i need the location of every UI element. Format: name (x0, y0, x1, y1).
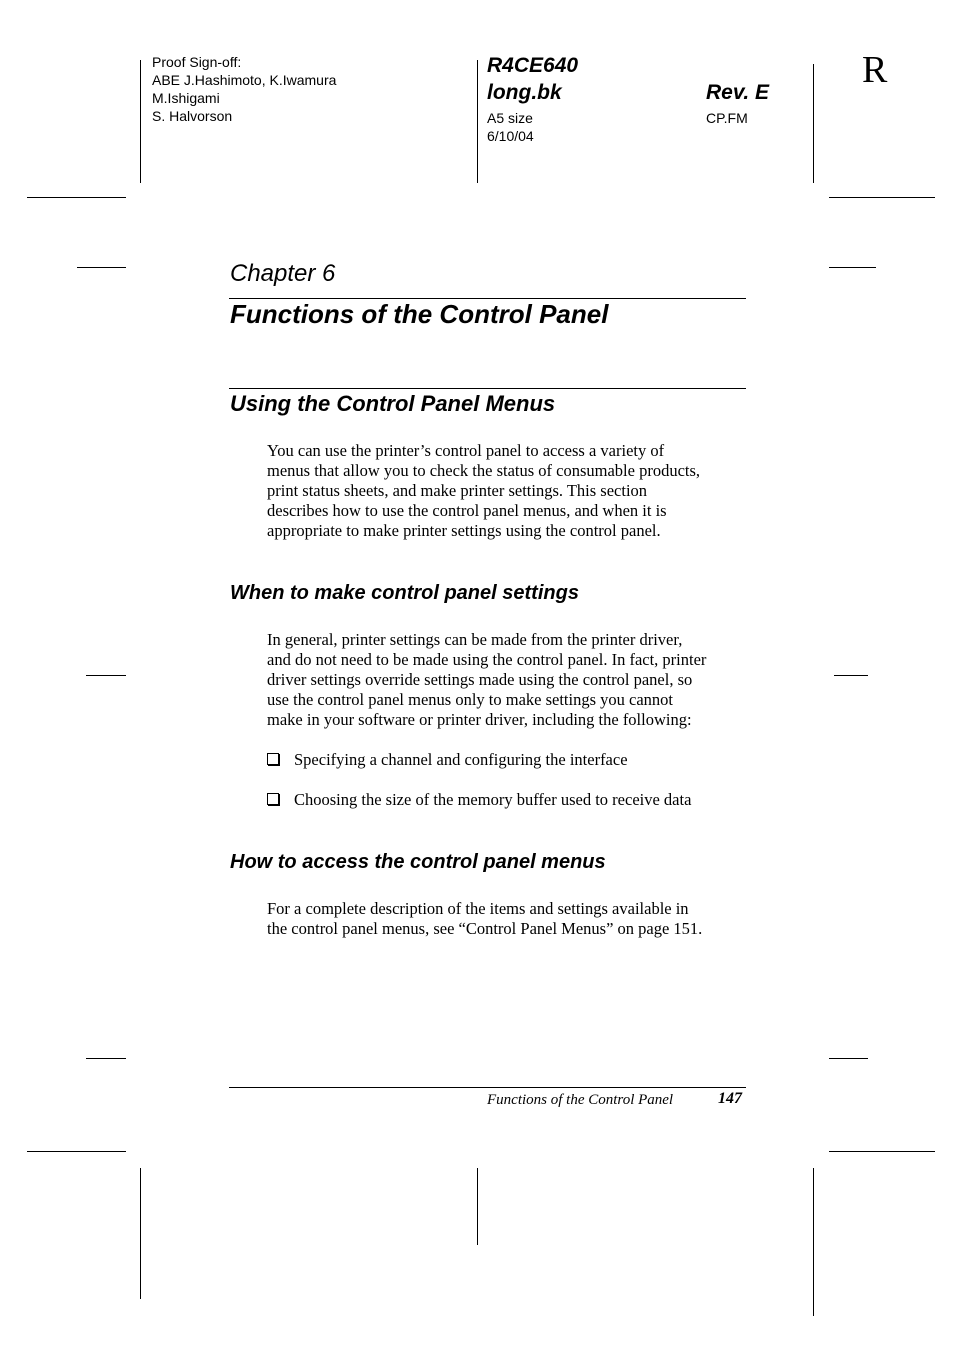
crop-mark (829, 267, 876, 268)
proof-line: Proof Sign-off: (152, 54, 242, 70)
text-line: use the control panel menus only to make settings you cannot (267, 690, 673, 709)
subsection-heading: When to make control panel settings (230, 582, 579, 604)
list-item (267, 750, 628, 770)
proof-line: S. Halvorson (152, 108, 233, 124)
section-heading: Using the Control Panel Menus (230, 391, 556, 416)
text-line: menus that allow you to check the status of consumable products, (267, 461, 701, 480)
section-rule (229, 388, 746, 389)
revision-label: Rev. E (706, 81, 770, 104)
crop-mark (813, 64, 814, 183)
text-line: make in your software or printer driver, including the following: (267, 710, 692, 729)
footer-rule (229, 1087, 746, 1088)
paragraph-settings (267, 630, 749, 730)
text-line: For a complete description of the items and settings available in (267, 899, 689, 918)
text-line: You can use the printer’s control panel to access a variety of (267, 441, 665, 460)
proof-line: M.Ishigami (152, 90, 220, 106)
chapter-label: Chapter 6 (230, 260, 336, 287)
crop-mark (477, 60, 478, 183)
proof-signoff (152, 53, 336, 125)
text-line: and do not need to be made using the control panel. In fact, printer (267, 650, 707, 669)
text-line: appropriate to make printer settings using the control panel. (267, 521, 661, 540)
page-number: 147 (718, 1090, 742, 1107)
crop-mark (477, 1168, 478, 1245)
corner-mark: R (862, 49, 888, 91)
file-name: CP.FM (706, 110, 748, 126)
book-name: long.bk (487, 81, 562, 104)
text-line: describes how to use the control panel menus, and when it is (267, 501, 667, 520)
paragraph-intro (267, 441, 749, 541)
checkbox-bullet-icon (267, 753, 279, 765)
crop-mark (77, 267, 126, 268)
crop-mark (140, 1168, 141, 1299)
paragraph-access (267, 899, 749, 939)
crop-mark (86, 675, 126, 676)
crop-mark (140, 60, 141, 183)
crop-mark (27, 1151, 126, 1152)
list-item (267, 790, 691, 810)
list-item-text: Specifying a channel and configuring the interface (294, 750, 628, 769)
crop-mark (834, 675, 868, 676)
crop-mark (829, 1058, 868, 1059)
proof-line: ABE J.Hashimoto, K.Iwamura (152, 72, 337, 88)
checkbox-bullet-icon (267, 793, 279, 805)
text-line: print status sheets, and make printer settings. This section (267, 481, 648, 500)
text-line: the control panel menus, see “Control Panel Menus” on page 151. (267, 919, 703, 938)
crop-mark (829, 1151, 935, 1152)
text-line: In general, printer settings can be made from the printer driver, (267, 630, 683, 649)
document-code: R4CE640 (487, 54, 579, 77)
crop-mark (27, 197, 126, 198)
page-size: A5 size (487, 110, 533, 126)
chapter-title: Functions of the Control Panel (230, 299, 609, 329)
crop-mark (86, 1058, 126, 1059)
text-line: driver settings override settings made using the control panel, so (267, 670, 693, 689)
document-date: 6/10/04 (487, 128, 534, 144)
subsection-heading: How to access the control panel menus (230, 851, 606, 873)
list-item-text: Choosing the size of the memory buffer used to receive data (294, 790, 692, 809)
footer-title: Functions of the Control Panel (487, 1092, 674, 1108)
crop-mark (829, 197, 935, 198)
crop-mark (813, 1168, 814, 1316)
